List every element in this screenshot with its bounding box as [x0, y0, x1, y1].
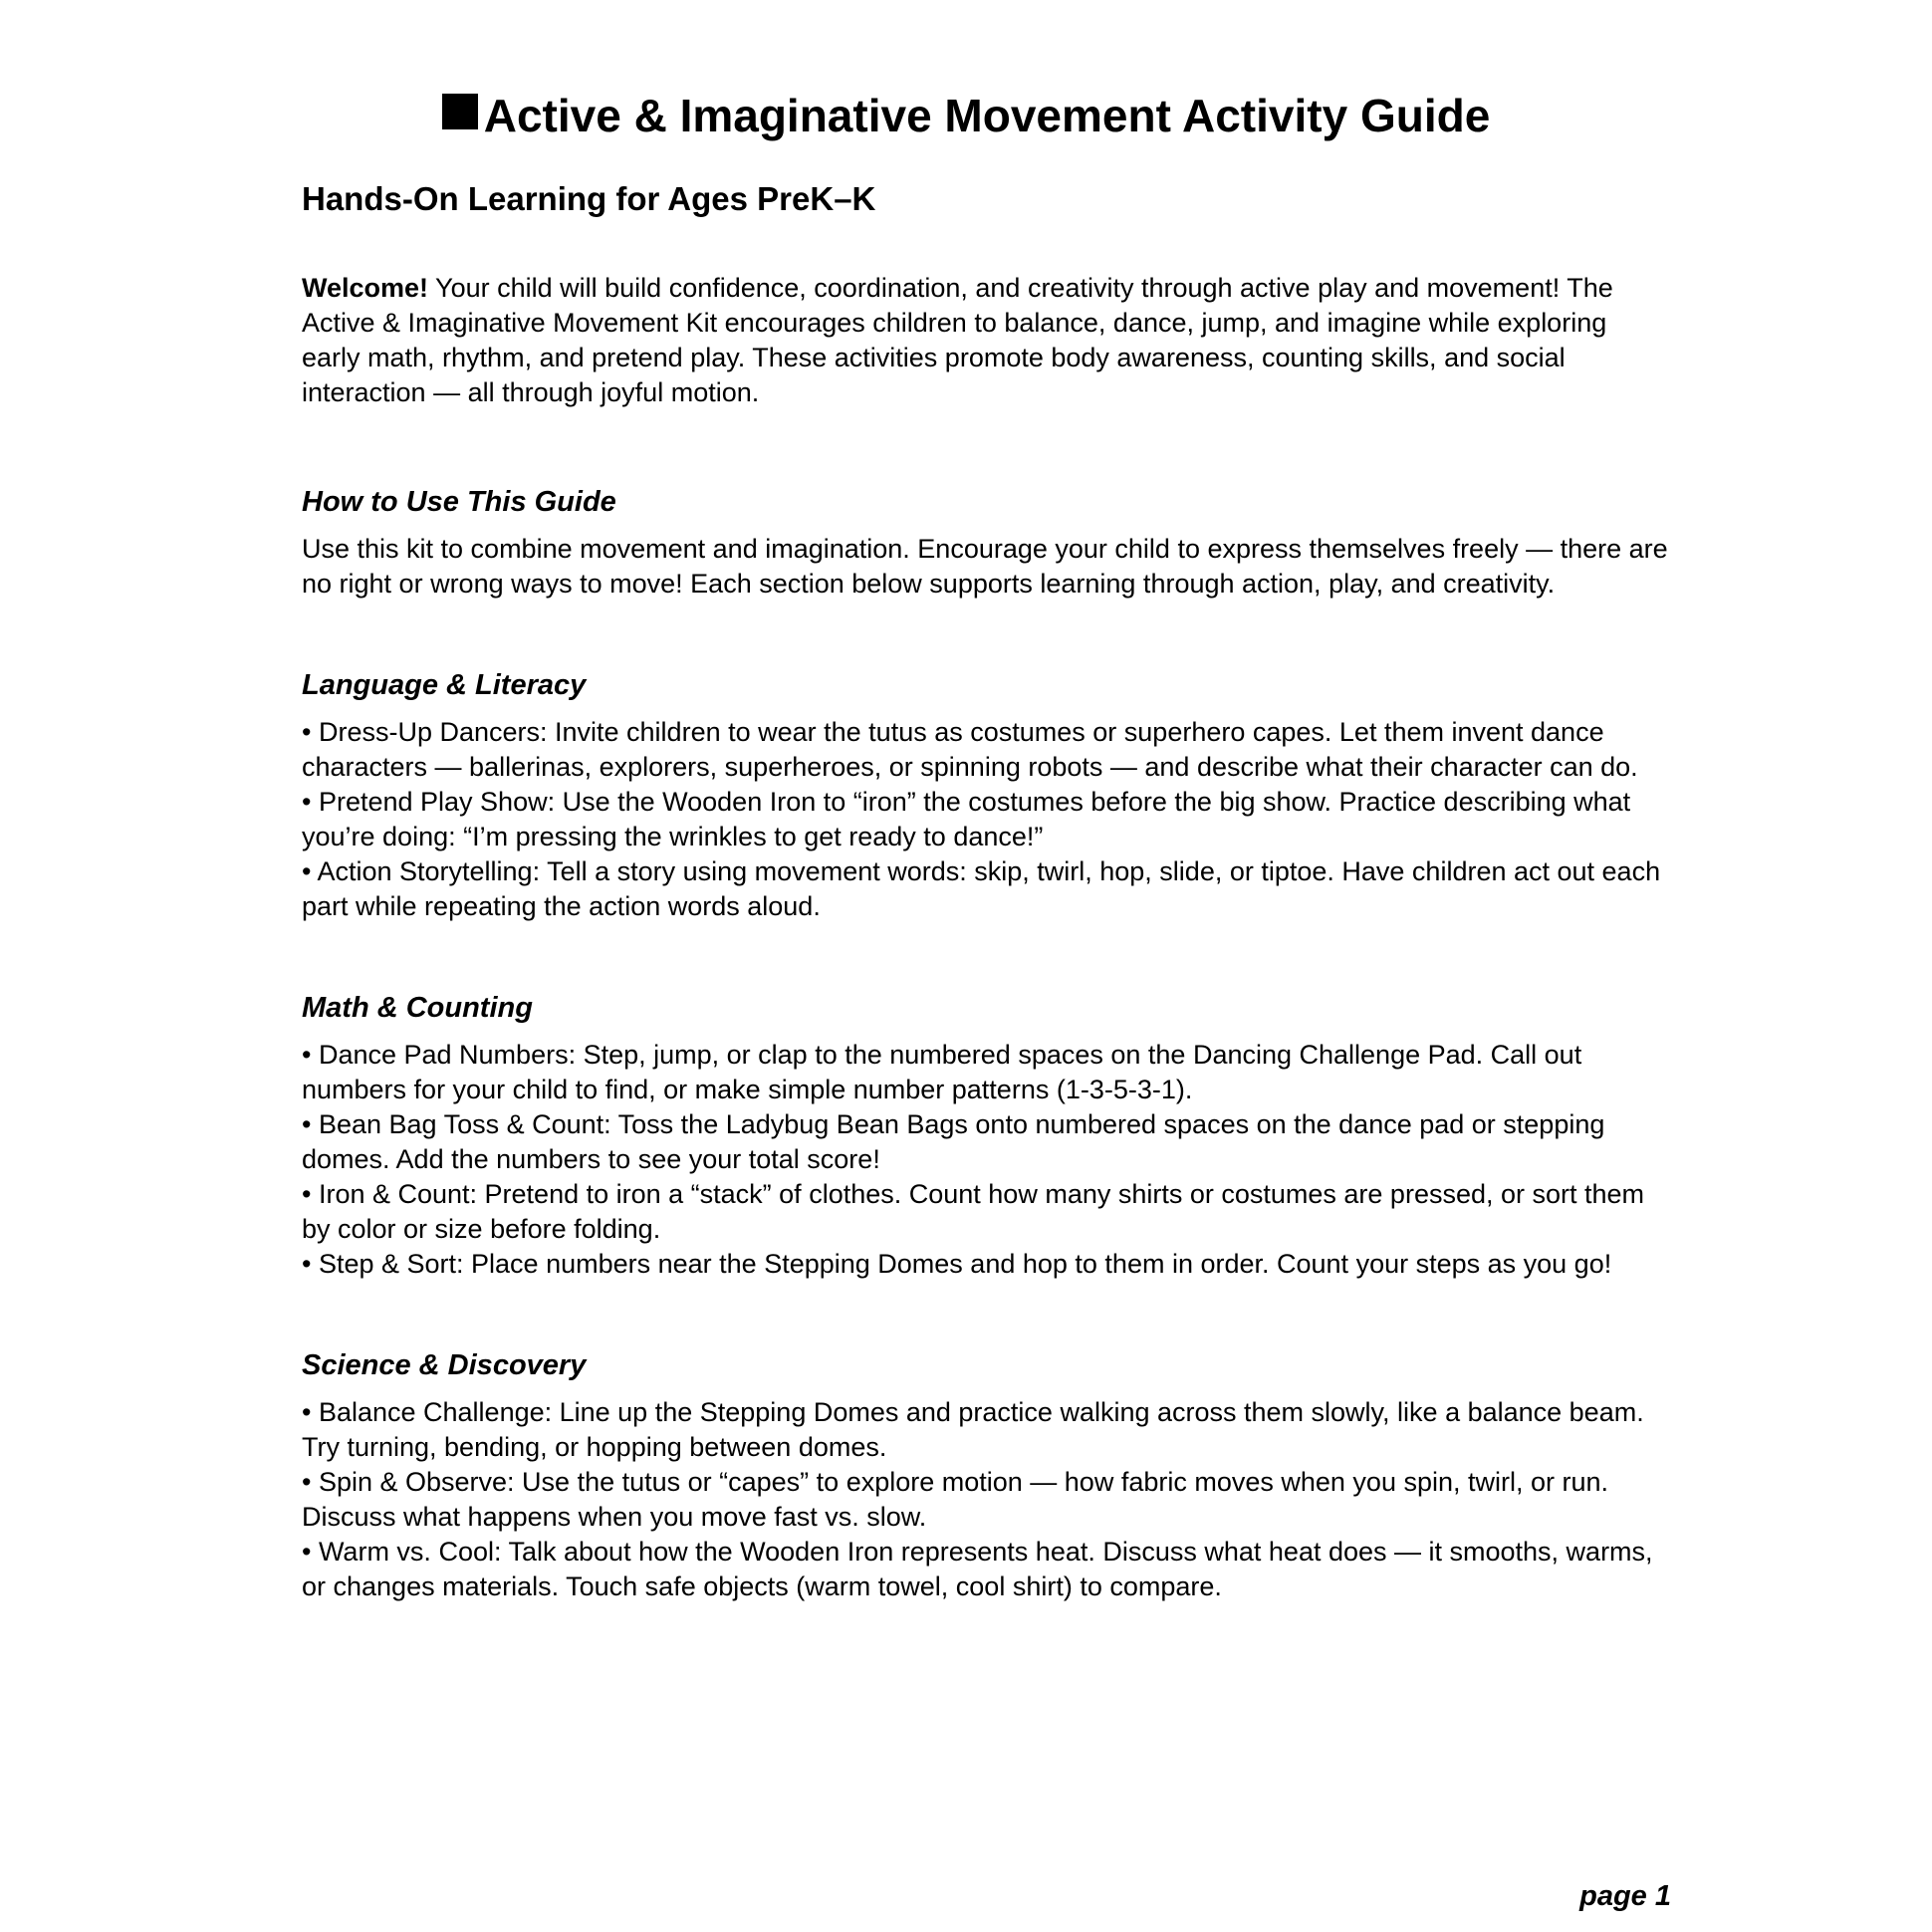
- page-title: Active & Imaginative Movement Activity Guide: [483, 90, 1491, 141]
- section-language-literacy: [302, 667, 1671, 924]
- section-paragraph: Use this kit to combine movement and imagination. Encourage your child to express themselves freely — there are no right or wrong ways to move! Each section below supports learning through action, play, and creativity.: [302, 534, 1668, 599]
- list-item: • Pretend Play Show: Use the Wooden Iron to “iron” the costumes before the big show. Practice describing what you’re doing: “I’m pressing the wrinkles to get ready to dance!”: [302, 787, 1631, 851]
- section-heading: Math & Counting: [302, 992, 533, 1024]
- section-math-counting: [302, 990, 1671, 1282]
- section-how-to-use: [302, 484, 1671, 602]
- intro-paragraph: [302, 271, 1671, 410]
- list-item: • Spin & Observe: Use the tutus or “capes” to explore motion — how fabric moves when you spin, twirl, or run. Discuss what happens when you move fast vs. slow.: [302, 1467, 1609, 1532]
- list-item: • Dance Pad Numbers: Step, jump, or clap to the numbered spaces on the Dancing Challenge Pad. Call out numbers for your child to find, or make simple number patterns (1-3-5-3-1).: [302, 1040, 1582, 1104]
- page-number: page 1: [1579, 1880, 1671, 1912]
- intro-text: Your child will build confidence, coordination, and creativity through active play and movement! The Active & Imaginative Movement Kit encourages children to balance, dance, jump, and imagine while exploring early math, rhythm, and pretend play. These activities promote body awareness, counting skills, and social interaction — all through joyful motion.: [302, 273, 1613, 407]
- list-item: • Warm vs. Cool: Talk about how the Wooden Iron represents heat. Discuss what heat does — it smooths, warms, or changes materials. Touch safe objects (warm towel, cool shirt) to compare.: [302, 1537, 1653, 1601]
- list-item: • Action Storytelling: Tell a story using movement words: skip, twirl, hop, slide, or tiptoe. Have children act out each part while repeating the action words aloud.: [302, 856, 1661, 921]
- section-science-discovery: [302, 1347, 1671, 1604]
- bullet-list: [302, 715, 1671, 924]
- bullet-list: [302, 1395, 1671, 1604]
- section-heading: Science & Discovery: [302, 1349, 587, 1381]
- list-item: • Iron & Count: Pretend to iron a “stack” of clothes. Count how many shirts or costumes are pressed, or sort them by color or size before folding.: [302, 1179, 1645, 1244]
- content: [302, 271, 1671, 1604]
- section-heading: Language & Literacy: [302, 669, 587, 701]
- black-square-icon: [442, 94, 478, 129]
- title-row: [0, 88, 1932, 143]
- list-item: • Dress-Up Dancers: Invite children to wear the tutus as costumes or superhero capes. Let them invent dance characters — ballerinas, explorers, superheroes, or spinning robots — and describe what their character can do.: [302, 717, 1638, 782]
- intro-lead: Welcome!: [302, 273, 429, 303]
- list-item: • Bean Bag Toss & Count: Toss the Ladybug Bean Bags onto numbered spaces on the dance pad or stepping domes. Add the numbers to see your total score!: [302, 1109, 1605, 1174]
- page-subtitle: Hands-On Learning for Ages PreK–K: [302, 180, 876, 217]
- list-item: • Balance Challenge: Line up the Stepping Domes and practice walking across them slowly, like a balance beam. Try turning, bending, or hopping between domes.: [302, 1397, 1644, 1462]
- list-item: • Step & Sort: Place numbers near the Stepping Domes and hop to them in order. Count your steps as you go!: [302, 1249, 1612, 1279]
- section-heading: How to Use This Guide: [302, 486, 616, 518]
- bullet-list: [302, 1038, 1671, 1282]
